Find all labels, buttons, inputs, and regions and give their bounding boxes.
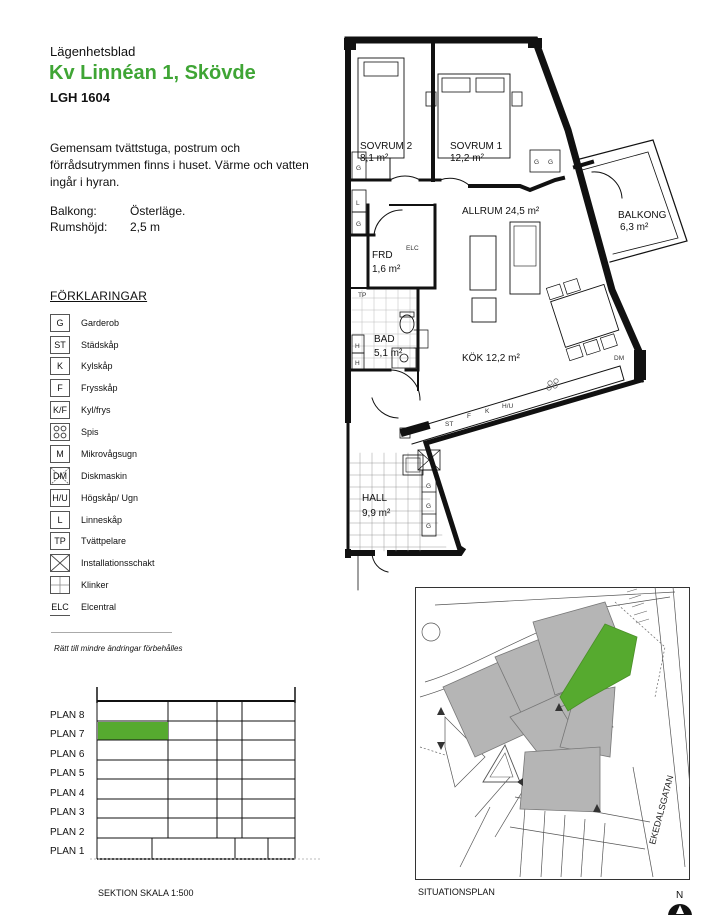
legend-text: Elcentral [81,602,117,612]
balcony-label: Balkong: [50,204,97,218]
floor-label: PLAN 7 [50,729,85,740]
legend-code: DM [53,471,67,481]
room-name: SOVRUM 2 [360,141,413,152]
legend-item [50,511,122,529]
dishwasher-icon [50,467,70,485]
legend-text: Diskmaskin [81,471,128,481]
legend-code: L [50,511,70,529]
floor-label: PLAN 6 [50,749,85,760]
tile-icon [50,576,70,594]
street-name: EKEDALSGATAN [647,774,676,846]
floor-plan [330,30,700,600]
site-plan [415,587,690,880]
section-caption: SEKTION SKALA 1:500 [98,888,194,898]
legend-code: H/U [50,489,70,507]
highlighted-floor [98,722,168,740]
room-name: BAD [374,334,395,345]
ceiling-height-value: 2,5 m [130,220,161,234]
floor-label: PLAN 3 [50,807,85,818]
room-name: HALL [362,493,388,504]
room-area: 6,3 m² [620,222,649,233]
cabinet-code: ST [445,421,454,428]
floor-label: PLAN 1 [50,846,85,857]
legend-code: K [50,357,70,375]
legend-item [50,598,116,616]
legend-code: TP [50,532,70,550]
floor-label: PLAN 8 [50,710,85,721]
north-arrow-icon [666,902,694,915]
legend-item [50,336,119,354]
room-name: KÖK 12,2 m² [462,353,520,364]
legend-text: Städskåp [81,340,119,350]
north-label: N [676,890,684,901]
floor-label: PLAN 4 [50,788,85,799]
legend-text: Mikrovågsugn [81,449,138,459]
legend-code: F [50,379,70,397]
legend-text: Kyl/frys [81,405,111,415]
room-area: 5,1 m² [374,348,403,359]
room-area: 1,6 m² [372,264,401,275]
legend-text: Tvättpelare [81,536,127,546]
ceiling-height-label: Rumshöjd: [50,220,108,234]
cabinet-code: H [355,343,360,350]
legend-item [50,423,99,441]
cabinet-code: H/U [502,403,514,410]
legend-item [50,489,138,507]
legend-item [50,401,111,419]
legend-item [50,576,109,594]
room-name: FRD [372,250,393,261]
cabinet-code: F [467,413,471,420]
balcony-value: Österläge. [130,204,186,218]
room-area: 8,1 m² [360,153,389,164]
floor-label: PLAN 2 [50,827,85,838]
apartment-description: Gemensam tvättstuga, postrum och förrådsutrymmen finns i huset. Värme och vatten ingår i hyran. [50,141,309,189]
stove-icon [50,423,70,441]
cabinet-code: G [356,221,362,228]
legend-text: Spis [81,427,99,437]
room-name: ALLRUM 24,5 m² [462,206,540,217]
legend-code: K/F [50,401,70,419]
cabinet-code: G [426,483,432,490]
apartment-number: LGH 1604 [50,90,110,105]
legend-text: Klinker [81,580,109,590]
legend-text: Frysskåp [81,383,118,393]
property-title: Kv Linnéan 1, Skövde [49,62,256,84]
legend-code: ST [50,336,70,354]
document-kicker: Lägenhetsblad [50,44,136,59]
cabinet-code: G [356,165,362,172]
cabinet-code: ELC [406,245,419,252]
legend-item [50,379,118,397]
room-area: 12,2 m² [450,153,484,164]
legend-heading: FÖRKLARINGAR [50,289,148,303]
cabinet-code: G [426,523,432,530]
legend-text: Installationsschakt [81,558,155,568]
disclaimer-note: Rätt till mindre ändringar förbehålles [54,644,183,653]
cabinet-code: K [485,408,490,415]
cabinet-code: G [534,159,540,166]
cabinet-code: G [426,503,432,510]
divider [51,632,172,633]
cabinet-code: G [548,159,554,166]
shaft-icon [50,554,70,572]
legend-item [50,532,126,550]
legend-text: Kylskåp [81,361,113,371]
legend-text: Garderob [81,318,120,328]
building [520,747,600,812]
cabinet-code: L [356,200,360,207]
legend-item [50,314,119,332]
room-name: BALKONG [618,210,667,221]
legend-text: Högskåp/ Ugn [81,493,139,503]
cabinet-code: H [355,360,360,367]
floor-label: PLAN 5 [50,768,85,779]
legend-text: Linneskåp [81,515,123,525]
siteplan-caption: SITUATIONSPLAN [418,887,495,897]
legend-code: G [50,314,70,332]
legend-item [50,445,137,463]
building-section [90,685,325,865]
cabinet-code: TP [358,292,367,299]
cabinet-code: DM [614,355,625,362]
room-area: 9,9 m² [362,508,391,519]
legend-code: M [50,445,70,463]
legend-item [50,467,127,485]
room-name: SOVRUM 1 [450,141,503,152]
legend-code: ELC [50,598,70,616]
legend-item [50,554,155,572]
legend-item [50,357,113,375]
